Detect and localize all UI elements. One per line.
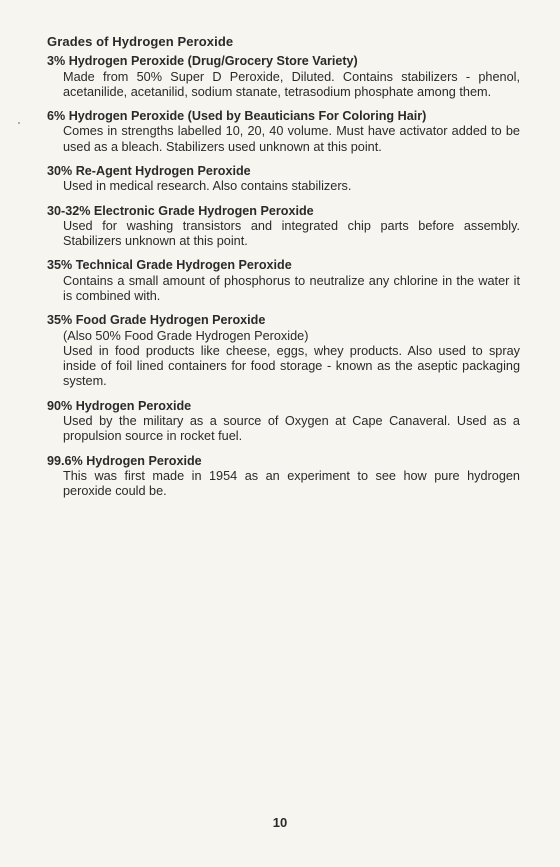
page-title: Grades of Hydrogen Peroxide (47, 34, 234, 49)
entry-heading: 90% Hydrogen Peroxide (47, 398, 192, 413)
entry-6-percent (47, 109, 520, 155)
entry-body (63, 70, 520, 100)
entry-heading: 3% Hydrogen Peroxide (Drug/Grocery Store Variety) (47, 54, 358, 68)
entry-heading: 30% Re-Agent Hydrogen Peroxide (47, 163, 251, 178)
entry-body (63, 274, 520, 304)
entry-text: (Also 50% Food Grade Hydrogen Peroxide) (63, 328, 309, 343)
entry-text: Contains a small amount of phosphorus to neutralize any chlorine in the water it is combined with. (63, 273, 520, 304)
entry-text: Comes in strengths labelled 10, 20, 40 volume. Must have activator added to be used as a bleach. Stabilizers used unknown at this point. (63, 124, 520, 154)
entry-30-percent-reagent (47, 164, 520, 195)
margin-speck (18, 122, 20, 124)
entry-body (63, 124, 520, 154)
entry-35-percent-food-grade (47, 313, 520, 389)
entry-text: Used for washing transistors and integrated chip parts before assembly. Stabilizers unknown at this point. (63, 219, 520, 249)
entry-body (63, 414, 520, 444)
entry-body (63, 219, 520, 249)
entry-90-percent (47, 399, 520, 445)
page-number: 10 (272, 815, 288, 830)
entry-text: This was first made in 1954 as an experiment to see how pure hydrogen peroxide could be. (63, 469, 520, 499)
entry-body (63, 329, 520, 390)
entry-heading: 35% Food Grade Hydrogen Peroxide (47, 313, 266, 328)
entry-text: Used in food products like cheese, eggs, whey products. Also used to spray inside of foil lined containers for food storage - known as the aseptic packaging system. (63, 344, 520, 389)
entry-body (63, 179, 520, 194)
entry-3-percent (47, 54, 520, 100)
entry-35-percent-technical (47, 258, 520, 304)
entry-heading: 6% Hydrogen Peroxide (Used by Beauticians For Coloring Hair) (47, 108, 427, 123)
entry-heading: 99.6% Hydrogen Peroxide (47, 453, 202, 468)
entry-body (63, 469, 520, 499)
entry-heading: 30-32% Electronic Grade Hydrogen Peroxide (47, 203, 314, 218)
entry-text: Used in medical research. Also contains stabilizers. (63, 179, 352, 194)
entry-99-6-percent (47, 454, 520, 500)
entry-heading: 35% Technical Grade Hydrogen Peroxide (47, 258, 292, 273)
entry-text: Used by the military as a source of Oxygen at Cape Canaveral. Used as a propulsion source in rocket fuel. (63, 414, 520, 444)
entry-30-32-percent-electronic (47, 204, 520, 250)
entry-text: Made from 50% Super D Peroxide, Diluted. Contains stabilizers - phenol, acetanilide, acetanilid, sodium stanate, tetrasodium phosphate among them. (63, 69, 520, 99)
